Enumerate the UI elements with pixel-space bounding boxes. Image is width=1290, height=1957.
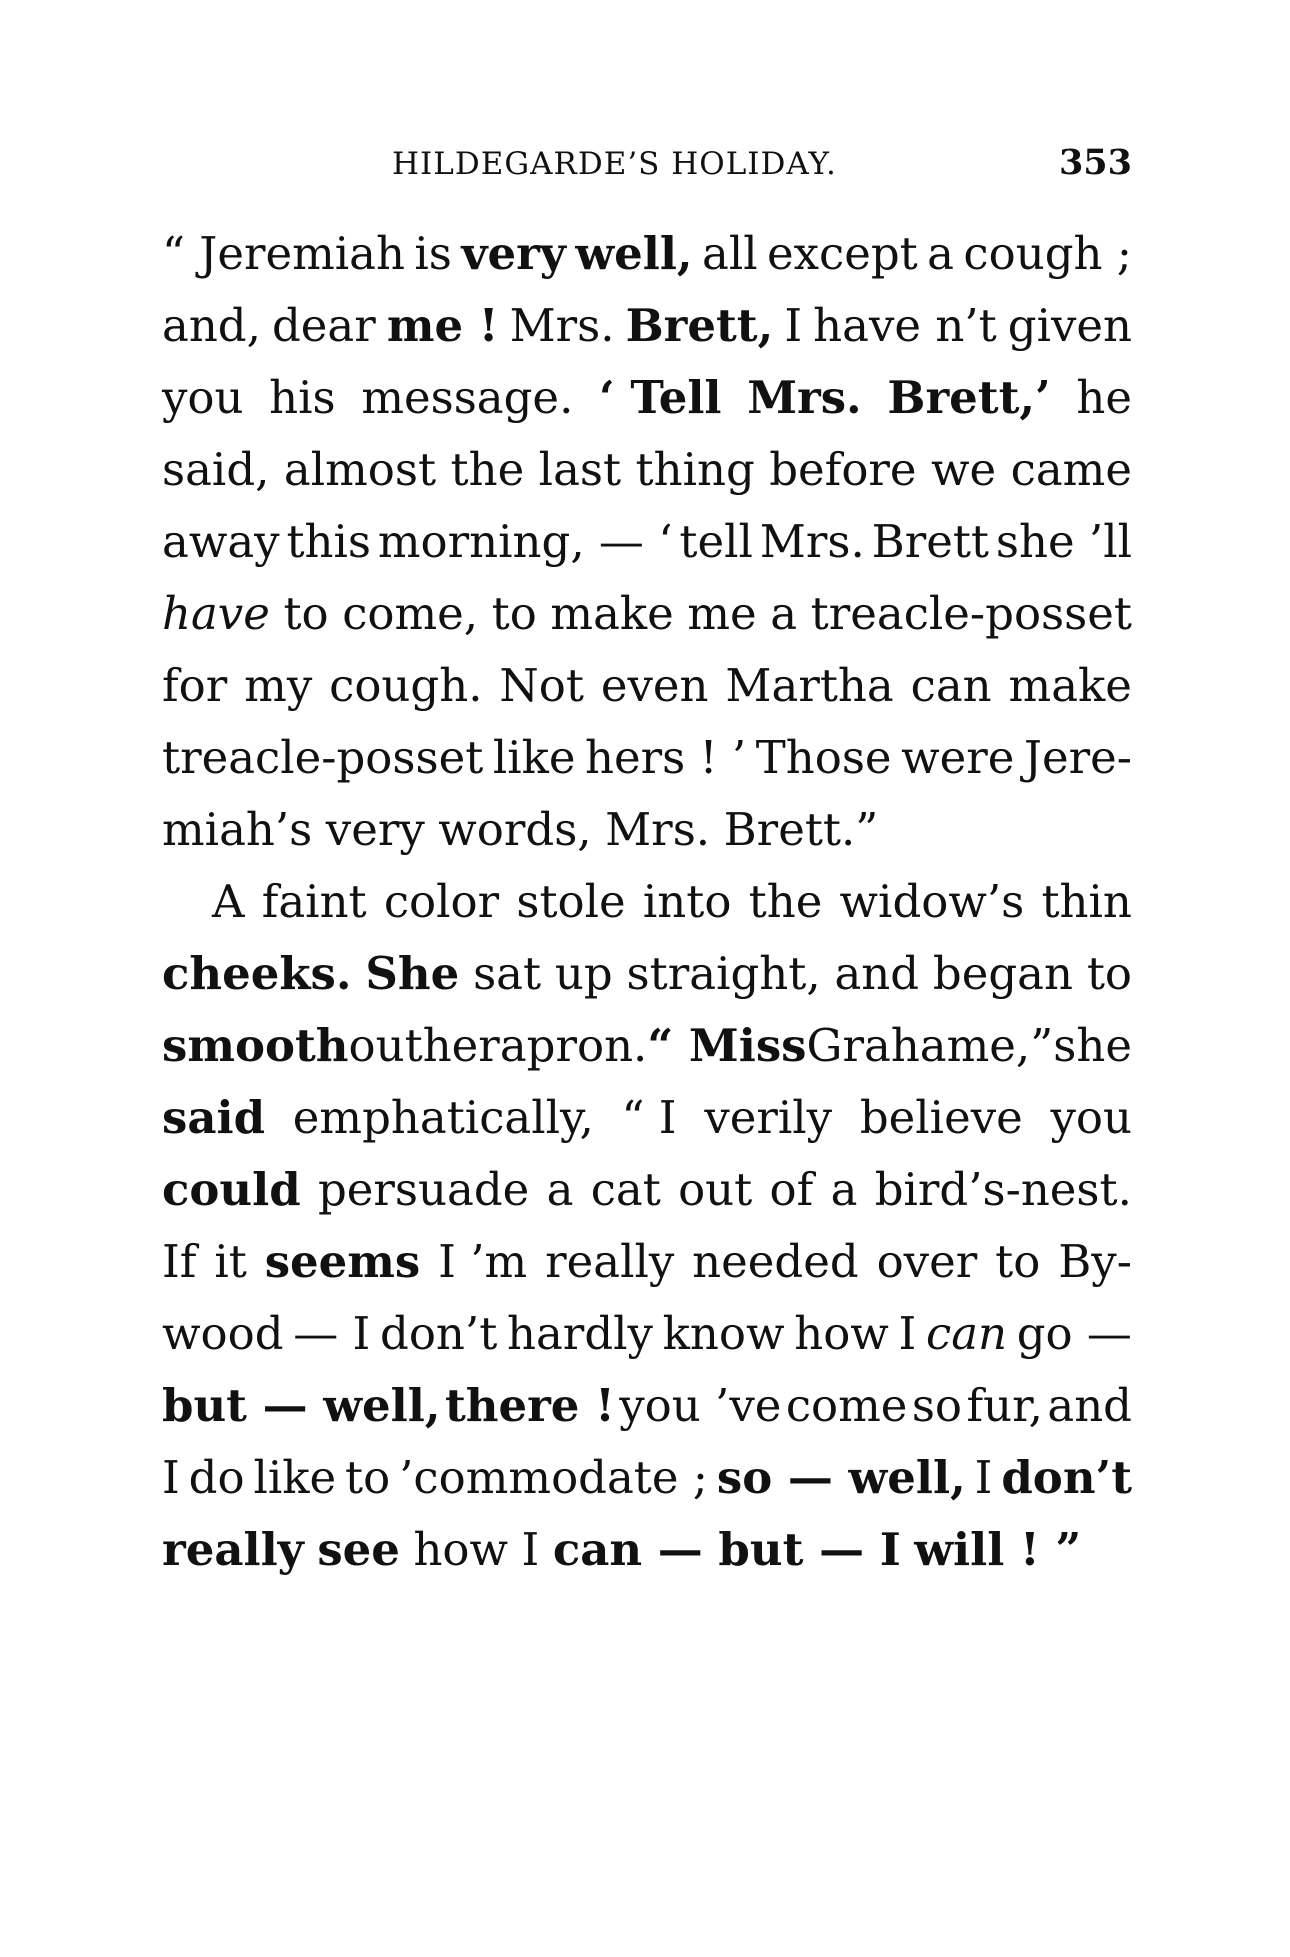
text-line (162, 650, 1132, 722)
word: except (767, 227, 918, 280)
word: come, (342, 587, 479, 640)
word: treacle-posset (162, 731, 484, 784)
word: how (794, 1307, 889, 1360)
word: can (910, 659, 992, 712)
word: well, (575, 227, 693, 280)
word: away (162, 515, 280, 568)
word: don’t (380, 1307, 498, 1360)
word: “ Jeremiah (162, 227, 405, 280)
word: Grahame,” (806, 1019, 1054, 1072)
word: faint (261, 875, 367, 928)
word: even (600, 659, 709, 712)
word: stole (516, 875, 626, 928)
word: ‘ Tell (599, 371, 722, 424)
word: came (1010, 443, 1132, 496)
word: hers ! ’ (585, 731, 747, 784)
paragraph (162, 866, 1132, 1586)
word: smooth (162, 1019, 349, 1072)
word: Brett, (625, 299, 774, 352)
text-line (162, 1298, 1132, 1370)
word: you ’ve (619, 1379, 782, 1432)
word: her (422, 1019, 500, 1072)
word: have n’t (813, 299, 997, 352)
word: Mrs. (747, 371, 862, 424)
word: come (785, 1379, 908, 1432)
word: out (678, 1163, 753, 1216)
word: over (876, 1235, 978, 1288)
word: cough. (329, 659, 483, 712)
text-line (162, 434, 1132, 506)
word: all (702, 227, 758, 280)
word: to (1086, 947, 1132, 1000)
word: my (244, 659, 313, 712)
word: cough ; (963, 227, 1132, 280)
text-line (162, 362, 1132, 434)
word: out (348, 1019, 423, 1072)
word: miah’s (162, 803, 313, 856)
word: to (345, 1451, 391, 1504)
word: can — but — I (552, 1523, 901, 1576)
page-number: 353 (1058, 142, 1132, 183)
word: to (491, 587, 537, 640)
word: I (898, 1307, 917, 1360)
word: almost (283, 443, 437, 496)
word: this (286, 515, 372, 568)
word: we (931, 443, 997, 496)
text-line (162, 578, 1132, 650)
text-line (162, 1370, 1132, 1442)
word: a (927, 227, 955, 280)
word: me ! (386, 299, 499, 352)
word: seems (264, 1235, 421, 1288)
word: he (1076, 371, 1132, 424)
word: Martha (725, 659, 894, 712)
word: very (325, 803, 425, 856)
word: I (521, 1523, 540, 1576)
text-line (162, 506, 1132, 578)
word: — I (293, 1307, 371, 1360)
word: have (162, 587, 270, 640)
word: straight, (626, 947, 821, 1000)
word: verily (704, 1091, 833, 1144)
word: but — well, (162, 1379, 441, 1432)
text-line (162, 218, 1132, 290)
word: given (1007, 299, 1132, 352)
word: said, (162, 443, 270, 496)
word: She (365, 947, 460, 1000)
word: there ! (444, 1379, 615, 1432)
word: really (545, 1235, 675, 1288)
running-title: HILDEGARDE’S HOLIDAY. (392, 146, 837, 182)
word: of (769, 1163, 814, 1216)
word: the (450, 443, 525, 496)
word: a (830, 1163, 858, 1216)
word: will ! ” (914, 1523, 1082, 1576)
word: and (834, 947, 920, 1000)
word: make (1008, 659, 1132, 712)
word: you (162, 371, 244, 424)
word: go — (1016, 1307, 1132, 1360)
text-line (162, 1514, 1132, 1586)
word: really (162, 1523, 304, 1576)
text-line (162, 1154, 1132, 1226)
word: Mrs. (759, 515, 865, 568)
word: were (901, 731, 1015, 784)
word: know (662, 1307, 785, 1360)
word: sat (473, 947, 542, 1000)
text-line (162, 794, 1132, 866)
word: is (414, 227, 452, 280)
word: like (253, 1451, 337, 1504)
word: Jere- (1023, 731, 1132, 784)
word: into (642, 875, 732, 928)
word: so — well, (716, 1451, 966, 1504)
word: message. (361, 371, 574, 424)
word: apron. (499, 1019, 648, 1072)
word: a (546, 1163, 574, 1216)
word: don’t (1001, 1451, 1132, 1504)
word: Brett (871, 515, 990, 568)
word: bird’s-nest. (874, 1163, 1132, 1216)
word: By- (1058, 1235, 1132, 1288)
word: to (995, 1235, 1041, 1288)
word: she ’ll (995, 515, 1132, 568)
text-line (162, 1082, 1132, 1154)
word: cat (590, 1163, 661, 1216)
text-line (162, 1442, 1132, 1514)
word: “ Miss (647, 1019, 807, 1072)
text-line (162, 866, 1132, 938)
word: Brett.” (723, 803, 879, 856)
word: If (162, 1235, 197, 1288)
word: Brett,’ (887, 371, 1051, 424)
word: and (1047, 1379, 1132, 1432)
word: for (162, 659, 228, 712)
text-line (162, 722, 1132, 794)
word: can (926, 1307, 1008, 1360)
word: could (162, 1163, 301, 1216)
word: his (269, 371, 336, 424)
text-line (162, 290, 1132, 362)
word: I (974, 1451, 993, 1504)
word: see (317, 1523, 400, 1576)
word: I (162, 1451, 180, 1504)
paragraph (162, 218, 1132, 866)
word: believe (859, 1091, 1023, 1144)
word: she (1053, 1019, 1132, 1072)
text-line (162, 1010, 1132, 1082)
word: a (770, 587, 798, 640)
word: ’commodate ; (399, 1451, 708, 1504)
word: emphatically, (292, 1091, 594, 1144)
word: Mrs. (509, 299, 615, 352)
word: hardly (507, 1307, 653, 1360)
word: began (932, 947, 1073, 1000)
body-text (162, 218, 1132, 1586)
word: before (769, 443, 917, 496)
word: words, (438, 803, 592, 856)
word: persuade (317, 1163, 530, 1216)
word: me (687, 587, 757, 640)
word: very (461, 227, 566, 280)
text-line (162, 938, 1132, 1010)
word: “ I (621, 1091, 677, 1144)
running-head (162, 142, 1132, 192)
word: said (162, 1091, 266, 1144)
word: Not (499, 659, 584, 712)
word: tell (679, 515, 753, 568)
word: wood (162, 1307, 284, 1360)
word: morning, — ‘ (377, 515, 673, 568)
word: to (283, 587, 329, 640)
word: you (1050, 1091, 1132, 1144)
word: like (492, 731, 576, 784)
text-line (162, 1226, 1132, 1298)
word: last (538, 443, 622, 496)
word: make (550, 587, 674, 640)
word: thin (1041, 875, 1132, 928)
word: A (212, 875, 245, 928)
word: Mrs. (605, 803, 711, 856)
word: and, (162, 299, 261, 352)
word: color (383, 875, 500, 928)
word: dear (271, 299, 376, 352)
word: I ’m (438, 1235, 528, 1288)
word: so (911, 1379, 963, 1432)
word: how (413, 1523, 509, 1576)
word: Those (755, 731, 892, 784)
word: cheeks. (162, 947, 352, 1000)
word: widow’s (839, 875, 1025, 928)
word: fur, (966, 1379, 1043, 1432)
word: it (214, 1235, 247, 1288)
word: do (188, 1451, 245, 1504)
word: thing (635, 443, 755, 496)
word: I (784, 299, 803, 352)
word: the (748, 875, 823, 928)
word: up (554, 947, 613, 1000)
word: treacle-posset (810, 587, 1132, 640)
word: needed (692, 1235, 859, 1288)
